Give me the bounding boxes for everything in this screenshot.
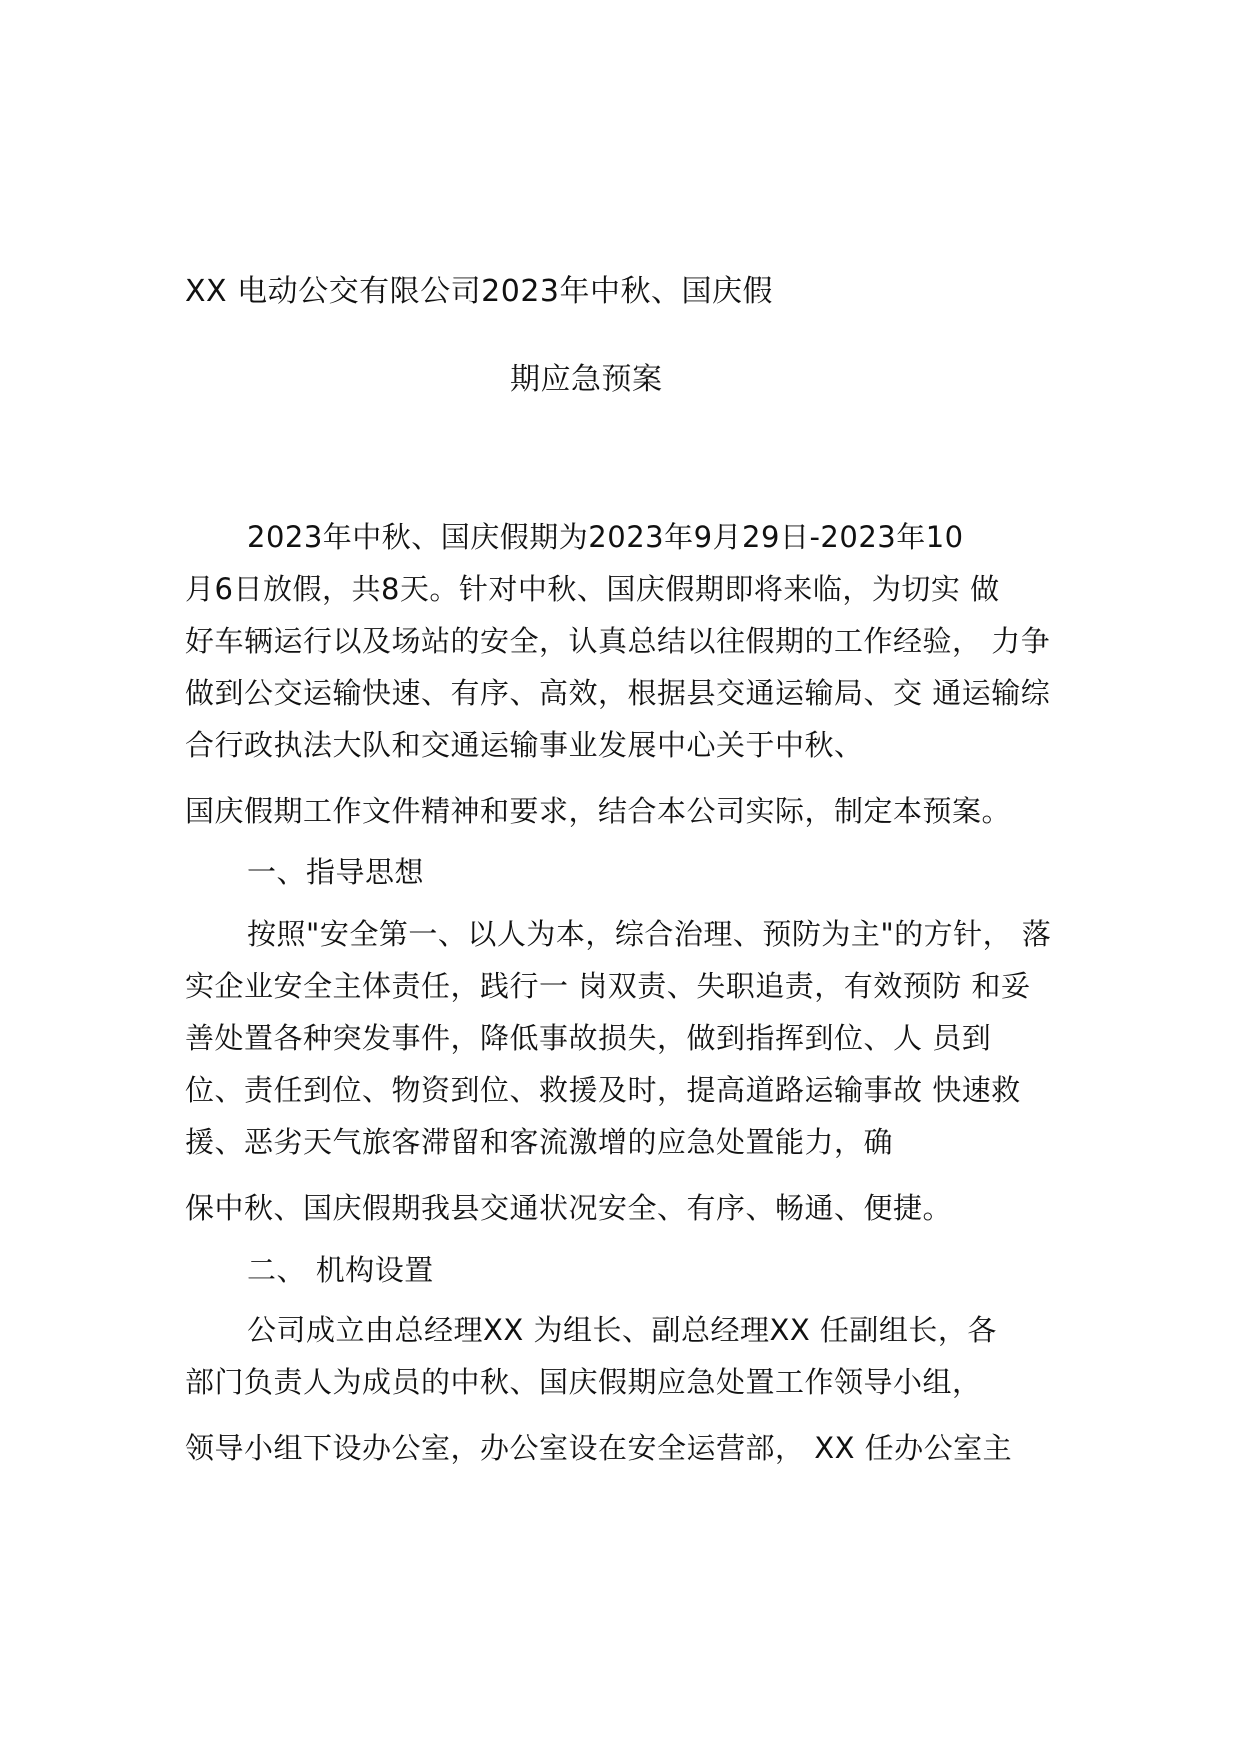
paragraph-line: 位、责任到位、物资到位、救援及时，提高道路运输事故 快速救 bbox=[185, 1073, 1021, 1107]
document-title-line-2: 期应急预案 bbox=[510, 362, 663, 397]
paragraph-line: 2023年中秋、国庆假期为2023年9月29日-2023年10 bbox=[247, 520, 964, 554]
paragraph-line: 部门负责人为成员的中秋、国庆假期应急处置工作领导小组， bbox=[185, 1365, 982, 1399]
paragraph-line: 善处置各种突发事件，降低事故损失，做到指挥到位、人 员到 bbox=[185, 1021, 992, 1055]
paragraph-line: 公司成立由总经理XX 为组长、副总经理XX 任副组长，各 bbox=[247, 1313, 997, 1347]
paragraph-line: 国庆假期工作文件精神和要求，结合本公司实际，制定本预案。 bbox=[185, 794, 1012, 828]
paragraph-line: 领导小组下设办公室，办公室设在安全运营部， XX 任办公室主 bbox=[185, 1431, 1013, 1465]
paragraph-line: 做到公交运输快速、有序、高效，根据县交通运输局、交 通运输综 bbox=[185, 676, 1051, 710]
paragraph-line: 援、恶劣天气旅客滞留和客流激增的应急处置能力，确 bbox=[185, 1125, 894, 1159]
paragraph-line: 实企业安全主体责任，践行一 岗双责、失职追责，有效预防 和妥 bbox=[185, 969, 1031, 1003]
paragraph-line: 月6日放假，共8天。针对中秋、国庆假期即将来临，为切实 做 bbox=[185, 572, 1000, 606]
section-heading: 二、 机构设置 bbox=[247, 1253, 434, 1287]
paragraph-line: 保中秋、国庆假期我县交通状况安全、有序、畅通、便捷。 bbox=[185, 1191, 953, 1225]
section-heading: 一、指导思想 bbox=[247, 855, 425, 889]
paragraph-line: 按照"安全第一、以人为本，综合治理、预防为主"的方针， 落 bbox=[247, 917, 1052, 951]
paragraph-line: 合行政执法大队和交通运输事业发展中心关于中秋、 bbox=[185, 728, 864, 762]
document-title-line-1: XX 电动公交有限公司2023年中秋、国庆假 bbox=[185, 274, 773, 309]
paragraph-line: 好车辆运行以及场站的安全，认真总结以往假期的工作经验， 力争 bbox=[185, 624, 1051, 658]
